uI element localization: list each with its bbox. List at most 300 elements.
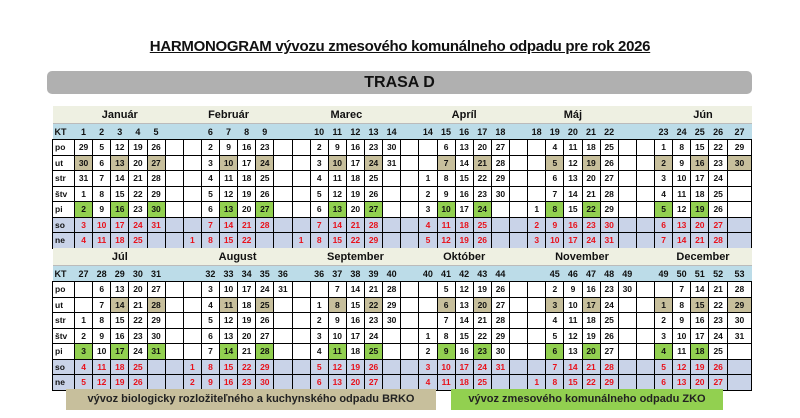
date-cell: 25 xyxy=(473,375,491,391)
date-cell xyxy=(510,328,528,344)
date-cell: 28 xyxy=(383,282,401,298)
date-cell: 7 xyxy=(93,297,111,313)
week-number: 32 xyxy=(201,266,219,282)
date-cell: 3 xyxy=(655,171,673,187)
week-number: 19 xyxy=(546,124,564,140)
week-number: 48 xyxy=(600,266,618,282)
date-cell: 26 xyxy=(600,328,618,344)
date-cell: 25 xyxy=(600,140,618,156)
date-cell: 30 xyxy=(256,375,274,391)
date-cell: 8 xyxy=(437,328,455,344)
date-cell xyxy=(510,313,528,329)
date-cell: 16 xyxy=(564,217,582,233)
date-cell: 7 xyxy=(201,344,219,360)
date-cell: 28 xyxy=(491,155,509,171)
date-cell: 19 xyxy=(346,186,364,202)
week-number: 5 xyxy=(147,124,165,140)
date-cell: 1 xyxy=(528,375,546,391)
date-cell xyxy=(401,202,419,218)
date-cell: 30 xyxy=(147,328,165,344)
date-cell: 4 xyxy=(201,297,219,313)
date-cell-zko: 11 xyxy=(328,344,346,360)
date-cell: 25 xyxy=(129,359,147,375)
week-number xyxy=(401,266,419,282)
week-number: 15 xyxy=(437,124,455,140)
week-number: 40 xyxy=(419,266,437,282)
date-cell xyxy=(528,155,546,171)
date-cell: 19 xyxy=(129,140,147,156)
date-cell: 3 xyxy=(310,155,328,171)
date-cell-brko: 28 xyxy=(147,297,165,313)
date-cell: 30 xyxy=(618,282,636,298)
date-cell: 27 xyxy=(256,328,274,344)
date-cell: 3 xyxy=(528,233,546,249)
date-cell: 20 xyxy=(473,140,491,156)
date-cell: 19 xyxy=(473,282,491,298)
date-cell xyxy=(618,171,636,187)
date-cell: 23 xyxy=(709,313,728,329)
date-cell xyxy=(510,375,528,391)
week-number: 30 xyxy=(129,266,147,282)
date-cell xyxy=(528,282,546,298)
date-cell: 6 xyxy=(310,375,328,391)
date-cell: 26 xyxy=(256,186,274,202)
week-number: 25 xyxy=(691,124,709,140)
month-label xyxy=(165,248,183,266)
date-cell: 11 xyxy=(564,140,582,156)
date-cell xyxy=(183,282,201,298)
date-cell: 23 xyxy=(256,140,274,156)
date-cell: 12 xyxy=(437,233,455,249)
date-cell: 1 xyxy=(419,171,437,187)
corner-cell xyxy=(53,106,75,124)
date-cell: 9 xyxy=(328,313,346,329)
month-label xyxy=(401,106,419,124)
date-cell xyxy=(510,217,528,233)
week-number: 6 xyxy=(201,124,219,140)
date-cell: 5 xyxy=(655,359,673,375)
date-cell xyxy=(183,155,201,171)
date-cell: 18 xyxy=(691,186,709,202)
date-cell: 18 xyxy=(455,375,473,391)
date-cell: 26 xyxy=(365,359,383,375)
date-cell xyxy=(310,282,328,298)
week-number xyxy=(165,266,183,282)
date-cell-brko: 15 xyxy=(691,297,709,313)
week-number: 26 xyxy=(709,124,728,140)
date-cell xyxy=(147,375,165,391)
date-cell-brko: 16 xyxy=(691,155,709,171)
date-cell: 5 xyxy=(75,375,93,391)
date-cell: 20 xyxy=(129,282,147,298)
date-cell xyxy=(636,217,654,233)
weekday-label: ut xyxy=(53,297,75,313)
week-number: 37 xyxy=(328,266,346,282)
date-cell xyxy=(491,217,509,233)
date-cell: 27 xyxy=(491,297,509,313)
date-cell: 23 xyxy=(129,202,147,218)
date-cell: 14 xyxy=(111,171,129,187)
week-number: 8 xyxy=(238,124,256,140)
date-cell xyxy=(274,297,292,313)
date-cell: 29 xyxy=(491,171,509,187)
date-cell: 11 xyxy=(328,171,346,187)
date-cell: 22 xyxy=(473,328,491,344)
date-cell: 30 xyxy=(491,186,509,202)
date-cell: 11 xyxy=(673,344,691,360)
date-cell xyxy=(75,297,93,313)
week-number xyxy=(274,124,292,140)
date-cell: 18 xyxy=(582,140,600,156)
date-cell xyxy=(274,328,292,344)
date-cell: 15 xyxy=(564,202,582,218)
date-cell: 17 xyxy=(691,171,709,187)
date-cell xyxy=(491,233,509,249)
date-cell: 2 xyxy=(419,344,437,360)
date-cell-zko: 18 xyxy=(691,344,709,360)
date-cell xyxy=(510,186,528,202)
week-number: 1 xyxy=(75,124,93,140)
date-cell: 10 xyxy=(220,282,238,298)
date-cell: 21 xyxy=(238,217,256,233)
weekday-label: str xyxy=(53,313,75,329)
date-cell: 24 xyxy=(600,297,618,313)
date-cell: 9 xyxy=(564,282,582,298)
date-cell-zko: 3 xyxy=(75,344,93,360)
date-cell: 10 xyxy=(673,328,691,344)
month-label: November xyxy=(528,248,637,266)
date-cell: 11 xyxy=(437,217,455,233)
month-label xyxy=(165,106,183,124)
date-cell: 31 xyxy=(728,328,752,344)
date-cell: 17 xyxy=(346,155,364,171)
week-number: 40 xyxy=(383,266,401,282)
day-row-po xyxy=(53,140,752,156)
date-cell: 5 xyxy=(93,140,111,156)
week-number: 39 xyxy=(365,266,383,282)
date-cell xyxy=(727,202,751,218)
date-cell: 8 xyxy=(201,359,219,375)
date-cell-brko: 22 xyxy=(365,297,383,313)
date-cell: 14 xyxy=(220,217,238,233)
date-cell xyxy=(727,171,751,187)
document-title: HARMONOGRAM vývozu zmesového komunálneho odpadu pre rok 2026 xyxy=(149,38,651,55)
date-cell xyxy=(274,186,292,202)
date-cell-zko: 30 xyxy=(147,202,165,218)
date-cell: 2 xyxy=(75,328,93,344)
date-cell xyxy=(636,313,654,329)
date-cell-zko: 17 xyxy=(111,344,129,360)
week-number: 31 xyxy=(147,266,165,282)
date-cell: 9 xyxy=(673,155,691,171)
date-cell xyxy=(165,313,183,329)
legend-brko: vývoz biologicky rozložiteľného a kuchynského odpadu BRKO xyxy=(66,389,436,410)
date-cell: 1 xyxy=(292,233,310,249)
date-cell: 28 xyxy=(600,186,618,202)
weekday-label: str xyxy=(53,171,75,187)
date-cell: 4 xyxy=(419,375,437,391)
date-cell: 19 xyxy=(238,313,256,329)
date-cell: 24 xyxy=(129,217,147,233)
date-cell: 9 xyxy=(93,202,111,218)
week-number: 3 xyxy=(111,124,129,140)
date-cell: 1 xyxy=(183,359,201,375)
date-cell: 12 xyxy=(220,313,238,329)
date-cell: 15 xyxy=(455,328,473,344)
date-cell-zko: 19 xyxy=(691,202,709,218)
date-cell xyxy=(636,186,654,202)
date-cell: 16 xyxy=(455,186,473,202)
date-cell: 24 xyxy=(365,328,383,344)
date-cell xyxy=(383,171,401,187)
week-number: 11 xyxy=(328,124,346,140)
date-cell: 5 xyxy=(201,186,219,202)
date-cell-zko: 13 xyxy=(328,202,346,218)
date-cell-zko: 25 xyxy=(365,344,383,360)
date-cell-brko: 2 xyxy=(655,155,673,171)
date-cell: 5 xyxy=(546,328,564,344)
week-number: 46 xyxy=(564,266,582,282)
date-cell: 9 xyxy=(93,328,111,344)
date-cell-brko: 21 xyxy=(473,155,491,171)
date-cell: 9 xyxy=(673,313,691,329)
date-cell: 27 xyxy=(709,217,728,233)
date-cell: 7 xyxy=(201,217,219,233)
month-label xyxy=(274,106,292,124)
date-cell xyxy=(401,297,419,313)
date-cell: 14 xyxy=(328,217,346,233)
date-cell: 4 xyxy=(310,171,328,187)
date-cell: 26 xyxy=(256,313,274,329)
date-cell-brko: 27 xyxy=(147,155,165,171)
date-cell: 10 xyxy=(437,359,455,375)
date-cell xyxy=(618,313,636,329)
date-cell xyxy=(165,186,183,202)
date-cell xyxy=(165,140,183,156)
date-cell xyxy=(183,344,201,360)
date-cell: 18 xyxy=(346,171,364,187)
week-number: 52 xyxy=(709,266,728,282)
date-cell: 17 xyxy=(564,233,582,249)
date-cell: 9 xyxy=(328,140,346,156)
date-cell-brko: 10 xyxy=(220,155,238,171)
date-cell: 8 xyxy=(673,140,691,156)
week-number xyxy=(401,124,419,140)
date-cell: 6 xyxy=(310,202,328,218)
date-cell-brko: 24 xyxy=(256,155,274,171)
calendar-first-half xyxy=(52,106,752,249)
week-number: 2 xyxy=(93,124,111,140)
date-cell xyxy=(528,344,546,360)
date-cell-brko: 10 xyxy=(328,155,346,171)
week-number: 14 xyxy=(383,124,401,140)
month-label: Október xyxy=(419,248,510,266)
date-cell xyxy=(727,217,751,233)
date-cell: 14 xyxy=(346,282,364,298)
date-cell: 27 xyxy=(365,375,383,391)
date-cell xyxy=(165,359,183,375)
date-cell: 30 xyxy=(728,313,752,329)
kt-label: KT xyxy=(53,124,75,140)
date-cell: 10 xyxy=(673,171,691,187)
date-cell: 11 xyxy=(93,359,111,375)
date-cell: 20 xyxy=(346,202,364,218)
weekday-label: po xyxy=(53,282,75,298)
date-cell-brko: 30 xyxy=(75,155,93,171)
date-cell: 14 xyxy=(564,359,582,375)
date-cell: 15 xyxy=(691,140,709,156)
month-label xyxy=(292,248,310,266)
date-cell: 14 xyxy=(455,155,473,171)
date-cell: 24 xyxy=(709,171,728,187)
date-cell: 8 xyxy=(310,233,328,249)
date-cell: 22 xyxy=(709,140,728,156)
date-cell xyxy=(618,344,636,360)
date-cell: 28 xyxy=(728,282,752,298)
date-cell: 12 xyxy=(673,202,691,218)
date-cell: 21 xyxy=(709,282,728,298)
date-cell: 3 xyxy=(419,202,437,218)
date-cell xyxy=(383,359,401,375)
date-cell xyxy=(728,359,752,375)
date-cell xyxy=(636,297,654,313)
date-cell: 19 xyxy=(346,359,364,375)
date-cell xyxy=(727,233,751,249)
date-cell: 14 xyxy=(564,186,582,202)
day-row-pi xyxy=(53,344,752,360)
week-number-row xyxy=(53,124,752,140)
weekday-label: štv xyxy=(53,328,75,344)
date-cell: 27 xyxy=(600,344,618,360)
date-cell: 1 xyxy=(419,328,437,344)
date-cell xyxy=(292,202,310,218)
date-cell: 22 xyxy=(346,233,364,249)
date-cell xyxy=(636,233,654,249)
date-cell: 7 xyxy=(437,313,455,329)
date-cell: 29 xyxy=(600,375,618,391)
day-row-stv xyxy=(53,186,752,202)
week-number xyxy=(636,266,654,282)
date-cell: 13 xyxy=(455,140,473,156)
date-cell: 7 xyxy=(546,186,564,202)
date-cell: 2 xyxy=(183,375,201,391)
date-cell xyxy=(292,375,310,391)
date-cell: 9 xyxy=(220,140,238,156)
date-cell: 26 xyxy=(709,202,728,218)
date-cell: 2 xyxy=(310,313,328,329)
week-number: 17 xyxy=(473,124,491,140)
week-number: 42 xyxy=(455,266,473,282)
week-number xyxy=(183,266,201,282)
date-cell xyxy=(636,375,654,391)
date-cell xyxy=(147,359,165,375)
date-cell: 24 xyxy=(709,328,728,344)
date-cell: 28 xyxy=(491,313,509,329)
weekday-label: ut xyxy=(53,155,75,171)
date-cell: 26 xyxy=(147,140,165,156)
date-cell: 17 xyxy=(346,328,364,344)
date-cell: 29 xyxy=(491,328,509,344)
date-cell-brko: 19 xyxy=(582,155,600,171)
date-cell: 21 xyxy=(582,359,600,375)
week-number: 20 xyxy=(564,124,582,140)
date-cell: 21 xyxy=(346,217,364,233)
date-cell-zko: 13 xyxy=(220,202,238,218)
date-cell xyxy=(618,140,636,156)
date-cell: 6 xyxy=(201,328,219,344)
date-cell: 2 xyxy=(201,140,219,156)
date-cell-brko: 6 xyxy=(437,297,455,313)
date-cell: 15 xyxy=(111,313,129,329)
week-number xyxy=(165,124,183,140)
date-cell xyxy=(292,217,310,233)
date-cell: 16 xyxy=(220,375,238,391)
month-label: Január xyxy=(75,106,166,124)
date-cell: 20 xyxy=(582,171,600,187)
date-cell: 1 xyxy=(310,297,328,313)
weekday-label: po xyxy=(53,140,75,156)
date-cell: 5 xyxy=(419,233,437,249)
week-number: 51 xyxy=(691,266,709,282)
date-cell: 13 xyxy=(673,375,691,391)
week-number: 18 xyxy=(491,124,509,140)
date-cell: 31 xyxy=(147,217,165,233)
date-cell: 30 xyxy=(491,344,509,360)
date-cell: 26 xyxy=(709,359,728,375)
date-cell-zko: 14 xyxy=(220,344,238,360)
date-cell xyxy=(401,344,419,360)
date-cell xyxy=(636,155,654,171)
date-cell: 21 xyxy=(129,171,147,187)
date-cell-zko: 10 xyxy=(437,202,455,218)
date-cell xyxy=(274,313,292,329)
date-cell xyxy=(618,328,636,344)
date-cell: 15 xyxy=(220,233,238,249)
weekday-label: pi xyxy=(53,344,75,360)
date-cell: 18 xyxy=(346,344,364,360)
date-cell: 29 xyxy=(75,140,93,156)
date-cell-zko: 5 xyxy=(655,202,673,218)
date-cell: 18 xyxy=(111,233,129,249)
day-row-pi xyxy=(53,202,752,218)
weekday-label: ne xyxy=(53,375,75,391)
date-cell xyxy=(618,297,636,313)
date-cell: 8 xyxy=(437,171,455,187)
month-label: December xyxy=(655,248,752,266)
date-cell xyxy=(510,140,528,156)
week-number xyxy=(183,124,201,140)
date-cell xyxy=(183,328,201,344)
date-cell: 13 xyxy=(111,282,129,298)
date-cell: 3 xyxy=(75,217,93,233)
date-cell: 31 xyxy=(383,155,401,171)
date-cell xyxy=(274,217,292,233)
date-cell xyxy=(165,344,183,360)
date-cell: 23 xyxy=(582,217,600,233)
date-cell xyxy=(292,344,310,360)
date-cell: 3 xyxy=(655,328,673,344)
date-cell xyxy=(401,217,419,233)
week-number xyxy=(510,266,528,282)
date-cell xyxy=(510,344,528,360)
week-number: 4 xyxy=(129,124,147,140)
date-cell: 15 xyxy=(220,359,238,375)
week-number: 49 xyxy=(655,266,673,282)
week-number: 43 xyxy=(473,266,491,282)
date-cell: 18 xyxy=(238,171,256,187)
week-number: 24 xyxy=(673,124,691,140)
date-cell: 3 xyxy=(419,359,437,375)
